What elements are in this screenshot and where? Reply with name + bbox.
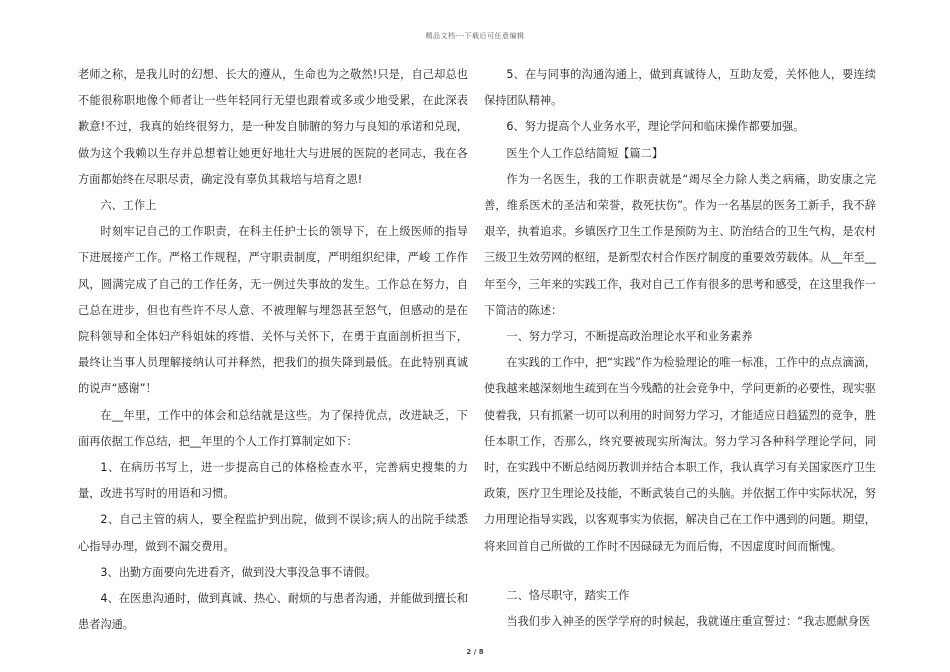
paragraph-spacer xyxy=(484,560,876,583)
right-column xyxy=(484,62,876,635)
section-heading-study: 一、努力学习，不断提高政治理论水平和业务素养 xyxy=(506,330,753,344)
paragraph-study: 在实践的工作中，把“实践”作为检验理论的唯一标准，工作中的点点滴滴，使我越来越深刻地生疏到在当今残酷的社会竞争中，学问更新的必要性，现实驱使着我，只有抓紧一切可以利用的时间努力学习，才能适应日趋猛烈的竞争，胜任本职工作，否那么，终究要被现实所淘汰。努力学习各种科学理论学问，同时，在实践中不断总结阅历教训并结合本职工作，我认真学习有关国家医疗卫生政策，医疗卫生理论及技能，不断武装自己的头脑。并依据工作中实际状况，努力用理论指导实践，以客观事实为依据，解决自己在工作中遇到的问题。期望，将来回首自己所做的工作时不因碌碌无为而后悔，不因虚度时间而惭愧。 xyxy=(484,356,876,553)
section-heading-diligence: 二、恪尽职守，踏实工作 xyxy=(506,588,630,602)
plan-item-3: 3、出勤方面要向先进看齐，做到没大事没急事不请假。 xyxy=(100,565,377,579)
paragraph-work-duties: 时刻牢记自己的工作职责，在科主任护士长的领导下，在上级医师的指导下进展接产工作。严格工作规程，严守职责制度，严明组织纪律，严峻 工作作风，圆满完成了自己的工作任务，无一例过失事故的发生。工作总在努力，自己总在进步，但也有些许不尽人意、不被理解与埋怨甚至怒气，但感动的是在院科领导和全体妇产科姐妹的疼惜、关怀与关怀下，在勇于直面剖析担当下，最终让当事人员理解接纳认可并释然，把我们的损失降到最低。在此特别真诚的说声“感谢”！ xyxy=(78,225,468,396)
plan-item-2: 2、自己主管的病人，要全程监护到出院，做到不误诊;病人的出院手续悉心指导办理，做到不漏交费用。 xyxy=(78,513,468,553)
paragraph-intro-continuation: 老师之称，是我儿时的幻想、长大的遵从，生命也为之敬然!只是，自己却总也不能很称职地像个师者让一些年轻同行无望也跟着或多或少地受累，在此深表歉意!不过，我真的始终很努力，是一种发自肺腑的努力与良知的承诺和兑现，做为这个我赖以生存并总想着让她更好地壮大与进展的医院的老同志，我在各方面都始终在尽职尽责，确定没有辜负其栽培与培育之恩! xyxy=(78,68,468,186)
left-column xyxy=(78,62,468,638)
paragraph-oath: 当我们步入神圣的医学学府的时候起，我就谨庄重宣誓过：“我志愿献身医 xyxy=(506,615,871,629)
page-header: 精品文档---下载后可任意编辑 xyxy=(425,32,525,40)
plan-item-6: 6、努力提高个人业务水平，理论学问和临床操作都要加强。 xyxy=(506,120,805,134)
plan-item-4: 4、在医患沟通时，做到真诚、热心、耐烦的与患者沟通，并能做到擅长和患者沟通。 xyxy=(78,592,468,632)
section-heading-work: 六、工作上 xyxy=(100,199,157,213)
plan-item-5: 5、在与同事的沟通沟通上，做到真诚待人，互助友爱，关怀他人，要连续保持团队精神。 xyxy=(484,68,876,108)
paragraph-work-plan-intro: 在__年里，工作中的体会和总结就是这些。为了保持优点，改进缺乏，下面再依据工作总结，把__年里的个人工作打算制定如下： xyxy=(78,408,468,448)
page-number: 2 / 8 xyxy=(466,648,484,656)
article-title-part-two: 医生个人工作总结简短【篇二】 xyxy=(506,146,664,160)
paragraph-doctor-duties: 作为一名医生，我的工作职责就是“竭尽全力除人类之病痛，助安康之完善，维系医术的圣洁和荣誉，救死扶伤”。作为一名基层的医务工新手，我不辞艰辛，执着追求。乡镇医疗卫生工作是预防为主、防治结合的卫生气构，是农村三级卫生效劳网的枢纽，是新型农村合作医疗制度的重要效劳载体。从__年至__年至今，三年来的实践工作，我对自己工作有很多的思考和感受，在这里我作一下简洁的陈述： xyxy=(484,172,876,317)
plan-item-1: 1、在病历书写上，进一步提高自己的体格检查水平，完善病史搜集的力量，改进书写时的用语和习惯。 xyxy=(78,461,468,501)
